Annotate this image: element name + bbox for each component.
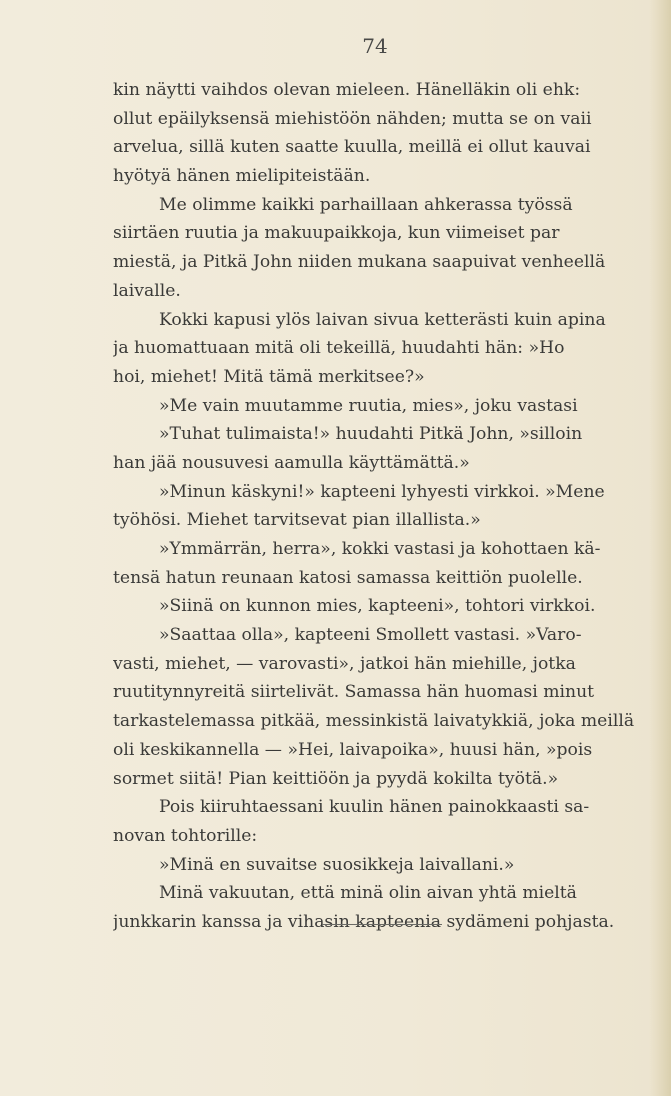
text-line: Pois kiiruhtaessani kuulin hänen painokkaasti sa- [159,797,590,818]
text-line: Me olimme kaikki parhaillaan ahkerassa työssä [159,194,573,215]
text-line: ruutitynnyreitä siirtelivät. Samassa hän huomasi minut [113,682,595,703]
text-line: hoi, miehet! Mitä tämä merkitsee?» [113,366,425,387]
text-line: ollut epäilyksensä miehistöön nähden; mutta se on vaii [113,108,592,129]
text-line: oli keskikannella — »Hei, laivapoika», huusi hän, »pois [113,739,593,760]
text-line: junkkarin kanssa ja vihasin kapteenia sydämeni pohjasta. [113,911,615,932]
page-number: 74 [362,34,388,58]
section-end-rule [322,924,442,925]
text-line: sormet siitä! Pian keittiöön ja pyydä kokilta työtä.» [113,768,559,789]
text-line: arvelua, sillä kuten saatte kuulla, meillä ei ollut kauvai [113,137,591,158]
text-line: Kokki kapusi ylös laivan sivua ketterästi kuin apina [159,309,606,330]
text-line: novan tohtorille: [113,825,258,846]
text-line: siirtäen ruutia ja makuupaikkoja, kun viimeiset par [113,223,560,244]
text-line: »Ymmärrän, herra», kokki vastasi ja kohottaen kä- [159,539,601,559]
text-line: laivalle. [113,280,181,301]
text-line: »Me vain muutamme ruutia, mies», joku vastasi [159,395,578,416]
text-line: tarkastelemassa pitkää, messinkistä laivatykkiä, joka meillä [113,711,635,732]
text-line: Minä vakuutan, että minä olin aivan yhtä mieltä [159,883,577,904]
text-line: »Saattaa olla», kapteeni Smollett vastasi. »Varo- [159,625,582,646]
text-line: »Minä en suvaitse suosikkeja laivallani.» [159,854,515,875]
text-line: kin näytti vaihdos olevan mieleen. Hänelläkin oli ehk: [113,80,581,100]
text-line: »Tuhat tulimaista!» huudahti Pitkä John, »silloin [159,424,583,445]
text-line: hyötyä hänen mielipiteistään. [113,166,371,187]
text-line: työhösi. Miehet tarvitsevat pian illallista.» [113,510,481,531]
text-line: »Minun käskyni!» kapteeni lyhyesti virkkoi. »Mene [159,481,605,502]
text-line: han jää nousuvesi aamulla käyttämättä.» [113,452,470,473]
text-line: »Siinä on kunnon mies, kapteeni», tohtori virkkoi. [159,596,596,617]
text-line: ja huomattuaan mitä oli tekeillä, huudahti hän: »Ho [113,338,565,359]
text-line: miestä, ja Pitkä John niiden mukana saapuivat venheellä [113,252,606,273]
text-line: vasti, miehet, — varovasti», jatkoi hän miehille, jotka [113,653,576,674]
body-text [113,76,666,937]
text-line: tensä hatun reunaan katosi samassa keittiön puolelle. [113,567,583,588]
